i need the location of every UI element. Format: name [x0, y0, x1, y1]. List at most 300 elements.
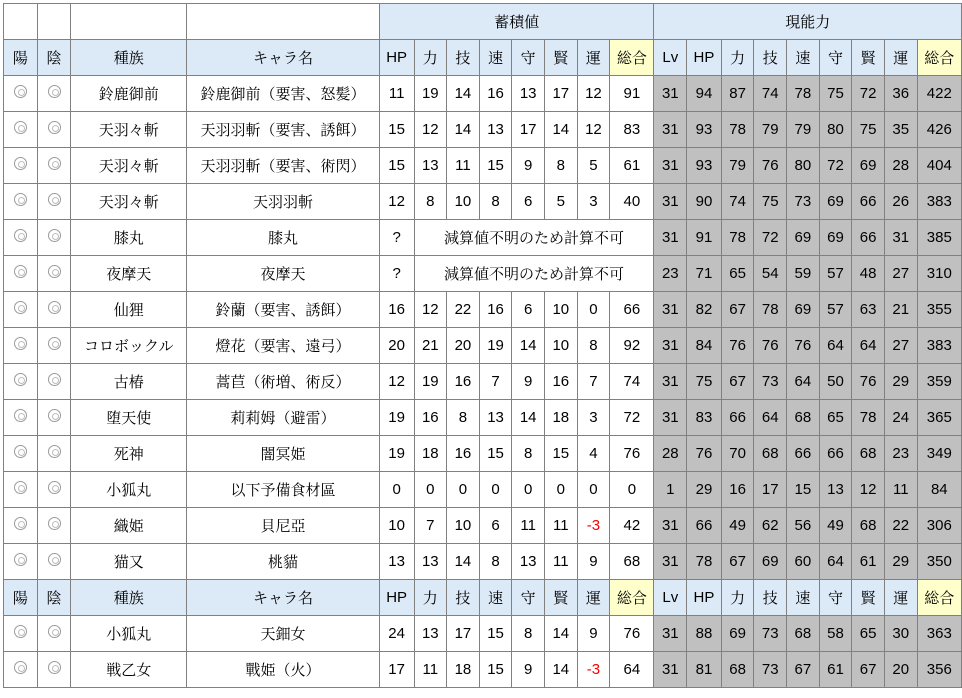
yin-radio[interactable] [37, 472, 71, 508]
current-lv-cell: 31 [654, 292, 687, 328]
current-wise-cell: 72 [852, 76, 885, 112]
radio-icon[interactable] [48, 193, 61, 206]
current-hp-cell: 75 [687, 364, 722, 400]
current-total-cell: 422 [917, 76, 961, 112]
radio-icon[interactable] [48, 85, 61, 98]
column-header-hp: HP [379, 580, 414, 616]
current-skill-cell: 75 [754, 184, 787, 220]
column-header-name: キャラ名 [187, 580, 380, 616]
column-header-power: 力 [414, 40, 447, 76]
accumulated-hp-cell: 19 [379, 436, 414, 472]
accumulated-luck-cell: 0 [577, 472, 610, 508]
column-header-current-hp: HP [687, 580, 722, 616]
column-header-current-hp: HP [687, 40, 722, 76]
blank-cell [37, 4, 71, 40]
column-header-current-guard: 守 [819, 40, 852, 76]
yang-radio[interactable] [4, 400, 38, 436]
column-header-yang: 陽 [4, 580, 38, 616]
current-lv-cell: 31 [654, 400, 687, 436]
current-total-cell: 383 [917, 184, 961, 220]
current-lv-cell: 31 [654, 652, 687, 688]
radio-icon[interactable] [14, 193, 27, 206]
current-wise-cell: 48 [852, 256, 885, 292]
column-header-current-wise: 賢 [852, 40, 885, 76]
current-skill-cell: 69 [754, 544, 787, 580]
table-row [4, 436, 962, 472]
accumulated-wise-cell: 17 [545, 76, 578, 112]
accumulated-speed-cell: 15 [479, 436, 512, 472]
accumulated-speed-cell: 7 [479, 364, 512, 400]
accumulated-speed-cell: 0 [479, 472, 512, 508]
current-wise-cell: 12 [852, 472, 885, 508]
current-luck-cell: 31 [884, 220, 917, 256]
accumulated-hp-cell: 17 [379, 652, 414, 688]
current-total-cell: 349 [917, 436, 961, 472]
current-skill-cell: 68 [754, 436, 787, 472]
current-lv-cell: 23 [654, 256, 687, 292]
yang-radio[interactable] [4, 292, 38, 328]
accumulated-luck-cell: 12 [577, 76, 610, 112]
current-wise-cell: 64 [852, 328, 885, 364]
yin-radio[interactable] [37, 148, 71, 184]
accumulated-guard-cell: 13 [512, 544, 545, 580]
accumulated-wise-cell: 14 [545, 616, 578, 652]
current-power-cell: 49 [721, 508, 754, 544]
accumulated-speed-cell: 13 [479, 112, 512, 148]
current-lv-cell: 31 [654, 148, 687, 184]
group-header-accumulated: 蓄積値 [379, 4, 654, 40]
accumulated-luck-cell: -3 [577, 652, 610, 688]
current-total-cell: 404 [917, 148, 961, 184]
stats-table [3, 3, 962, 688]
accumulated-power-cell: 18 [414, 436, 447, 472]
column-header-yin: 陰 [37, 580, 71, 616]
accumulated-guard-cell: 9 [512, 364, 545, 400]
radio-icon[interactable] [14, 553, 27, 566]
column-header-current-power: 力 [721, 580, 754, 616]
yin-radio[interactable] [37, 292, 71, 328]
current-total-cell: 306 [917, 508, 961, 544]
current-power-cell: 67 [721, 544, 754, 580]
yang-radio[interactable] [4, 616, 38, 652]
yang-radio[interactable] [4, 364, 38, 400]
current-guard-cell: 50 [819, 364, 852, 400]
column-header-yang: 陽 [4, 40, 38, 76]
radio-icon[interactable] [14, 481, 27, 494]
accumulated-power-cell: 8 [414, 184, 447, 220]
accumulated-wise-cell: 18 [545, 400, 578, 436]
current-power-cell: 67 [721, 292, 754, 328]
accumulated-total-cell: 40 [610, 184, 654, 220]
name-cell: 鈴蘭（要害、誘餌） [187, 292, 380, 328]
yin-radio[interactable] [37, 508, 71, 544]
radio-icon[interactable] [48, 121, 61, 134]
current-skill-cell: 78 [754, 292, 787, 328]
current-power-cell: 78 [721, 112, 754, 148]
yin-radio[interactable] [37, 616, 71, 652]
name-cell: 蒿苣（術増、術反） [187, 364, 380, 400]
current-total-cell: 365 [917, 400, 961, 436]
race-cell: 天羽々斬 [71, 148, 187, 184]
accumulated-hp-cell: ? [379, 220, 414, 256]
current-power-cell: 78 [721, 220, 754, 256]
current-skill-cell: 54 [754, 256, 787, 292]
current-guard-cell: 13 [819, 472, 852, 508]
current-lv-cell: 31 [654, 364, 687, 400]
radio-icon[interactable] [14, 409, 27, 422]
accumulated-guard-cell: 13 [512, 76, 545, 112]
accumulated-total-cell: 83 [610, 112, 654, 148]
accumulated-speed-cell: 19 [479, 328, 512, 364]
accumulated-skill-cell: 16 [447, 364, 480, 400]
current-skill-cell: 76 [754, 328, 787, 364]
current-total-cell: 426 [917, 112, 961, 148]
race-cell: 小狐丸 [71, 616, 187, 652]
current-speed-cell: 66 [787, 436, 820, 472]
accumulated-power-cell: 7 [414, 508, 447, 544]
radio-icon[interactable] [48, 409, 61, 422]
accumulated-guard-cell: 11 [512, 508, 545, 544]
column-header-speed: 速 [479, 40, 512, 76]
column-header-row [4, 40, 962, 76]
column-header-name: キャラ名 [187, 40, 380, 76]
current-hp-cell: 76 [687, 436, 722, 472]
name-cell: 闇冥姫 [187, 436, 380, 472]
current-luck-cell: 29 [884, 544, 917, 580]
name-cell: 膝丸 [187, 220, 380, 256]
current-wise-cell: 68 [852, 508, 885, 544]
accumulated-skill-cell: 10 [447, 184, 480, 220]
current-speed-cell: 78 [787, 76, 820, 112]
current-luck-cell: 35 [884, 112, 917, 148]
current-hp-cell: 83 [687, 400, 722, 436]
yang-radio[interactable] [4, 328, 38, 364]
current-skill-cell: 62 [754, 508, 787, 544]
column-header-row-repeat [4, 580, 962, 616]
name-cell: 以下予備食材區 [187, 472, 380, 508]
name-cell: 貝尼亞 [187, 508, 380, 544]
accumulated-speed-cell: 16 [479, 76, 512, 112]
accumulated-wise-cell: 0 [545, 472, 578, 508]
column-header-current-power: 力 [721, 40, 754, 76]
yin-radio[interactable] [37, 436, 71, 472]
accumulated-luck-cell: 8 [577, 328, 610, 364]
race-cell: 膝丸 [71, 220, 187, 256]
column-header-luck: 運 [577, 580, 610, 616]
accumulated-hp-cell: 13 [379, 544, 414, 580]
current-lv-cell: 1 [654, 472, 687, 508]
yin-radio[interactable] [37, 76, 71, 112]
current-luck-cell: 23 [884, 436, 917, 472]
radio-icon[interactable] [48, 661, 61, 674]
radio-icon[interactable] [14, 157, 27, 170]
radio-icon[interactable] [48, 301, 61, 314]
current-wise-cell: 61 [852, 544, 885, 580]
accumulated-wise-cell: 14 [545, 112, 578, 148]
blank-cell [187, 4, 380, 40]
radio-icon[interactable] [48, 481, 61, 494]
name-cell: 莉莉姆（避雷） [187, 400, 380, 436]
current-hp-cell: 88 [687, 616, 722, 652]
radio-icon[interactable] [48, 625, 61, 638]
name-cell: 天鈿女 [187, 616, 380, 652]
accumulated-total-cell: 0 [610, 472, 654, 508]
table-row [4, 328, 962, 364]
column-header-skill: 技 [447, 40, 480, 76]
current-skill-cell: 73 [754, 652, 787, 688]
current-speed-cell: 68 [787, 400, 820, 436]
current-hp-cell: 94 [687, 76, 722, 112]
yang-radio[interactable] [4, 148, 38, 184]
radio-icon[interactable] [48, 157, 61, 170]
accumulated-note-cell: 減算値不明のため計算不可 [414, 220, 654, 256]
yang-radio[interactable] [4, 76, 38, 112]
radio-icon[interactable] [14, 229, 27, 242]
current-guard-cell: 57 [819, 256, 852, 292]
column-header-current-speed: 速 [787, 580, 820, 616]
radio-icon[interactable] [14, 121, 27, 134]
accumulated-luck-cell: 9 [577, 616, 610, 652]
accumulated-skill-cell: 14 [447, 76, 480, 112]
current-total-cell: 84 [917, 472, 961, 508]
current-skill-cell: 73 [754, 364, 787, 400]
yang-radio[interactable] [4, 436, 38, 472]
current-lv-cell: 31 [654, 112, 687, 148]
current-wise-cell: 69 [852, 148, 885, 184]
accumulated-power-cell: 21 [414, 328, 447, 364]
yang-radio[interactable] [4, 220, 38, 256]
accumulated-luck-cell: 7 [577, 364, 610, 400]
accumulated-total-cell: 64 [610, 652, 654, 688]
current-power-cell: 16 [721, 472, 754, 508]
current-wise-cell: 75 [852, 112, 885, 148]
accumulated-guard-cell: 8 [512, 436, 545, 472]
accumulated-hp-cell: 20 [379, 328, 414, 364]
yin-radio[interactable] [37, 220, 71, 256]
radio-icon[interactable] [14, 661, 27, 674]
current-total-cell: 385 [917, 220, 961, 256]
current-power-cell: 69 [721, 616, 754, 652]
race-cell: 猫又 [71, 544, 187, 580]
current-skill-cell: 72 [754, 220, 787, 256]
yang-radio[interactable] [4, 184, 38, 220]
name-cell: 鈴鹿御前（要害、怒髪） [187, 76, 380, 112]
column-header-current-total: 総合 [917, 40, 961, 76]
current-speed-cell: 80 [787, 148, 820, 184]
column-header-luck: 運 [577, 40, 610, 76]
accumulated-hp-cell: 24 [379, 616, 414, 652]
accumulated-hp-cell: 19 [379, 400, 414, 436]
race-cell: 堕天使 [71, 400, 187, 436]
current-wise-cell: 63 [852, 292, 885, 328]
radio-icon[interactable] [48, 445, 61, 458]
yin-radio[interactable] [37, 400, 71, 436]
column-header-current-skill: 技 [754, 40, 787, 76]
table-row [4, 292, 962, 328]
current-lv-cell: 31 [654, 616, 687, 652]
column-header-current-luck: 運 [884, 580, 917, 616]
current-hp-cell: 82 [687, 292, 722, 328]
table-row [4, 508, 962, 544]
accumulated-hp-cell: 12 [379, 184, 414, 220]
table-row [4, 652, 962, 688]
current-guard-cell: 80 [819, 112, 852, 148]
current-power-cell: 66 [721, 400, 754, 436]
radio-icon[interactable] [14, 337, 27, 350]
radio-icon[interactable] [14, 517, 27, 530]
accumulated-speed-cell: 16 [479, 292, 512, 328]
accumulated-skill-cell: 11 [447, 148, 480, 184]
yin-radio[interactable] [37, 652, 71, 688]
current-skill-cell: 73 [754, 616, 787, 652]
current-wise-cell: 66 [852, 184, 885, 220]
yang-radio[interactable] [4, 508, 38, 544]
accumulated-power-cell: 12 [414, 112, 447, 148]
current-speed-cell: 69 [787, 292, 820, 328]
accumulated-skill-cell: 22 [447, 292, 480, 328]
yin-radio[interactable] [37, 184, 71, 220]
yang-radio[interactable] [4, 652, 38, 688]
current-hp-cell: 66 [687, 508, 722, 544]
yin-radio[interactable] [37, 256, 71, 292]
group-header-current: 現能力 [654, 4, 962, 40]
current-guard-cell: 72 [819, 148, 852, 184]
column-header-power: 力 [414, 580, 447, 616]
race-cell: 天羽々斬 [71, 112, 187, 148]
accumulated-wise-cell: 8 [545, 148, 578, 184]
column-header-skill: 技 [447, 580, 480, 616]
name-cell: 天羽羽斬（要害、術閃） [187, 148, 380, 184]
radio-icon[interactable] [48, 265, 61, 278]
accumulated-luck-cell: 5 [577, 148, 610, 184]
current-luck-cell: 29 [884, 364, 917, 400]
radio-icon[interactable] [14, 85, 27, 98]
column-header-total: 総合 [610, 580, 654, 616]
accumulated-hp-cell: 16 [379, 292, 414, 328]
current-guard-cell: 64 [819, 544, 852, 580]
accumulated-guard-cell: 8 [512, 616, 545, 652]
accumulated-hp-cell: 11 [379, 76, 414, 112]
current-guard-cell: 69 [819, 184, 852, 220]
radio-icon[interactable] [14, 373, 27, 386]
current-speed-cell: 56 [787, 508, 820, 544]
name-cell: 夜摩天 [187, 256, 380, 292]
column-header-guard: 守 [512, 580, 545, 616]
current-power-cell: 74 [721, 184, 754, 220]
radio-icon[interactable] [48, 229, 61, 242]
current-hp-cell: 71 [687, 256, 722, 292]
yin-radio[interactable] [37, 364, 71, 400]
radio-icon[interactable] [14, 445, 27, 458]
accumulated-skill-cell: 20 [447, 328, 480, 364]
accumulated-power-cell: 19 [414, 76, 447, 112]
race-cell: 夜摩天 [71, 256, 187, 292]
race-cell: 鈴鹿御前 [71, 76, 187, 112]
radio-icon[interactable] [48, 337, 61, 350]
yang-radio[interactable] [4, 472, 38, 508]
accumulated-luck-cell: 4 [577, 436, 610, 472]
current-skill-cell: 17 [754, 472, 787, 508]
accumulated-hp-cell: 12 [379, 364, 414, 400]
race-cell: コロボックル [71, 328, 187, 364]
accumulated-power-cell: 11 [414, 652, 447, 688]
current-speed-cell: 68 [787, 616, 820, 652]
table-row [4, 472, 962, 508]
accumulated-guard-cell: 9 [512, 652, 545, 688]
accumulated-total-cell: 74 [610, 364, 654, 400]
current-luck-cell: 27 [884, 256, 917, 292]
current-total-cell: 363 [917, 616, 961, 652]
accumulated-note-cell: 減算値不明のため計算不可 [414, 256, 654, 292]
current-guard-cell: 61 [819, 652, 852, 688]
table-row [4, 148, 962, 184]
yang-radio[interactable] [4, 544, 38, 580]
name-cell: 戰姫（火） [187, 652, 380, 688]
group-header-row [4, 4, 962, 40]
current-power-cell: 65 [721, 256, 754, 292]
accumulated-total-cell: 42 [610, 508, 654, 544]
current-lv-cell: 31 [654, 328, 687, 364]
race-cell: 戦乙女 [71, 652, 187, 688]
current-guard-cell: 58 [819, 616, 852, 652]
current-hp-cell: 90 [687, 184, 722, 220]
accumulated-speed-cell: 8 [479, 544, 512, 580]
yin-radio[interactable] [37, 544, 71, 580]
table-row [4, 400, 962, 436]
current-lv-cell: 31 [654, 184, 687, 220]
radio-icon[interactable] [48, 553, 61, 566]
yin-radio[interactable] [37, 112, 71, 148]
radio-icon[interactable] [48, 517, 61, 530]
accumulated-luck-cell: 9 [577, 544, 610, 580]
accumulated-skill-cell: 14 [447, 544, 480, 580]
race-cell: 古椿 [71, 364, 187, 400]
current-power-cell: 87 [721, 76, 754, 112]
current-speed-cell: 73 [787, 184, 820, 220]
yin-radio[interactable] [37, 328, 71, 364]
current-speed-cell: 64 [787, 364, 820, 400]
accumulated-luck-cell: 0 [577, 292, 610, 328]
column-header-yin: 陰 [37, 40, 71, 76]
accumulated-luck-cell: -3 [577, 508, 610, 544]
accumulated-total-cell: 76 [610, 616, 654, 652]
current-guard-cell: 49 [819, 508, 852, 544]
yang-radio[interactable] [4, 256, 38, 292]
radio-icon[interactable] [14, 265, 27, 278]
yang-radio[interactable] [4, 112, 38, 148]
radio-icon[interactable] [14, 301, 27, 314]
accumulated-speed-cell: 15 [479, 652, 512, 688]
current-hp-cell: 29 [687, 472, 722, 508]
radio-icon[interactable] [48, 373, 61, 386]
current-lv-cell: 31 [654, 544, 687, 580]
current-total-cell: 355 [917, 292, 961, 328]
race-cell: 織姫 [71, 508, 187, 544]
race-cell: 仙狸 [71, 292, 187, 328]
accumulated-speed-cell: 13 [479, 400, 512, 436]
current-luck-cell: 11 [884, 472, 917, 508]
current-wise-cell: 78 [852, 400, 885, 436]
radio-icon[interactable] [14, 625, 27, 638]
current-speed-cell: 79 [787, 112, 820, 148]
current-wise-cell: 65 [852, 616, 885, 652]
accumulated-wise-cell: 14 [545, 652, 578, 688]
accumulated-total-cell: 66 [610, 292, 654, 328]
accumulated-speed-cell: 15 [479, 148, 512, 184]
blank-cell [4, 4, 38, 40]
accumulated-skill-cell: 16 [447, 436, 480, 472]
accumulated-wise-cell: 10 [545, 292, 578, 328]
